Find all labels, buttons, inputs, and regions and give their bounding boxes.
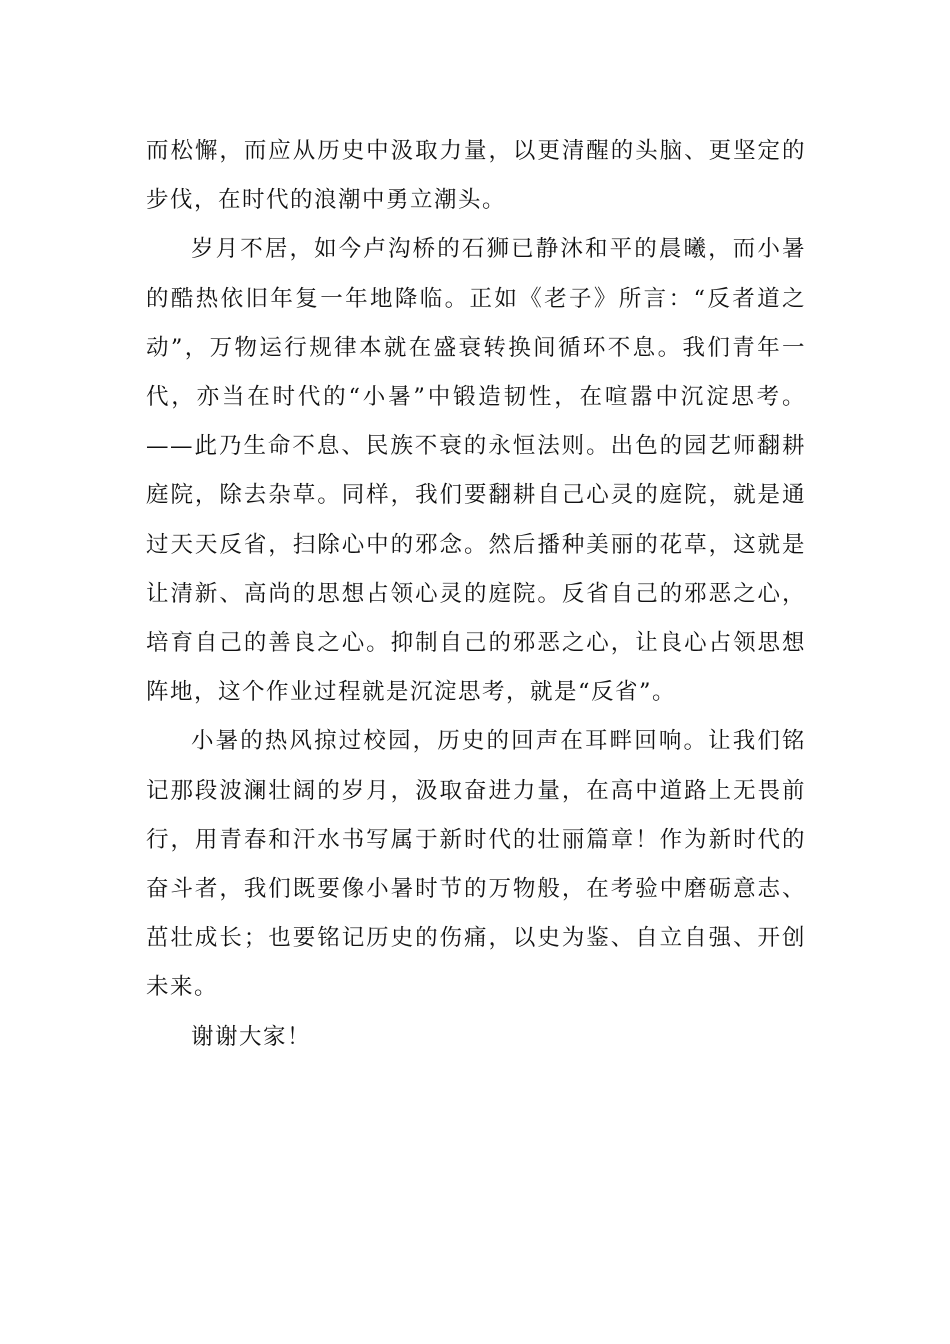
paragraph-reflection: 岁月不居，如今卢沟桥的石狮已静沐和平的晨曦，而小暑的酷热依旧年复一年地降临。正如《老子》所言：“反者道之动”，万物运行规律本就在盛衰转换间循环不息。我们青年一代，亦当在时代的“小暑”中锻造韧性，在喧嚣中沉淀思考。——此乃生命不息、民族不衰的永恒法则。出色的园艺师翻耕庭院，除去杂草。同样，我们要翻耕自己心灵的庭院，就是通过天天反省，扫除心中的邪念。然后播种美丽的花草，这就是让清新、高尚的思想占领心灵的庭院。反省自己的邪恶之心，培育自己的善良之心。抑制自己的邪恶之心，让良心占领思想阵地，这个作业过程就是沉淀思考，就是“反省”。 xyxy=(146,236,806,706)
paragraph-thanks: 谢谢大家！ xyxy=(191,1023,312,1050)
paragraph-conclusion: 小暑的热风掠过校园，历史的回声在耳畔回响。让我们铭记那段波澜壮阔的岁月，汲取奋进力量，在高中道路上无畏前行，用青春和汗水书写属于新时代的壮丽篇章！作为新时代的奋斗者，我们既要像小暑时节的万物般，在考验中磨砺意志、茁壮成长；也要铭记历史的伤痛，以史为鉴、自立自强、开创未来。 xyxy=(146,728,806,1001)
document-body xyxy=(146,127,806,1062)
paragraph-continuation: 而松懈，而应从历史中汲取力量，以更清醒的头脑、更坚定的步伐，在时代的浪潮中勇立潮头。 xyxy=(146,138,806,214)
